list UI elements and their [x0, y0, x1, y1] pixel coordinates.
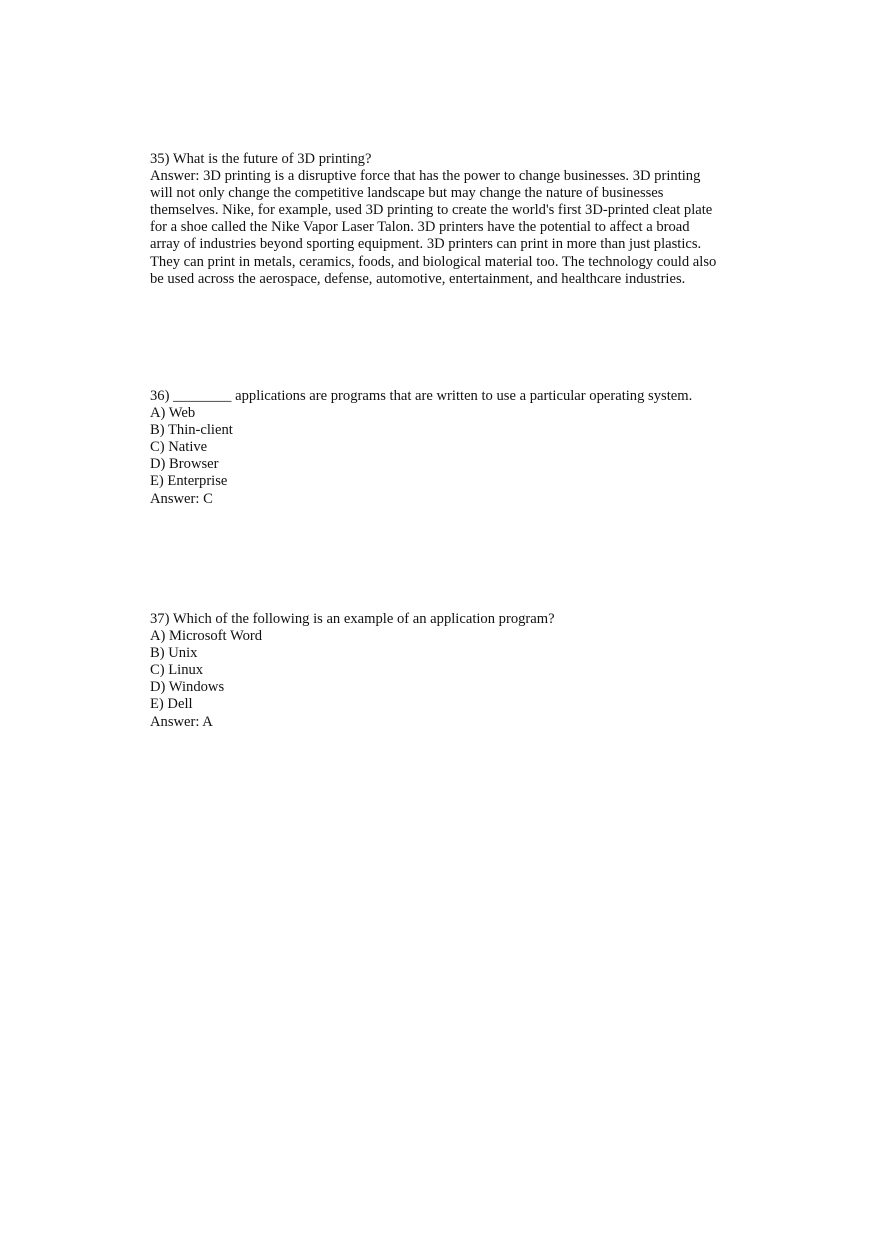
answer-line: will not only change the competitive landscape but may change the nature of businesses	[150, 185, 664, 202]
answer-line: themselves. Nike, for example, used 3D printing to create the world's first 3D-printed cleat plate	[150, 202, 713, 219]
answer-text: Answer: A	[150, 713, 213, 730]
option-e: E) Dell	[150, 696, 193, 713]
question-35	[150, 151, 740, 288]
option-c: C) Native	[150, 439, 208, 456]
option-d: D) Windows	[150, 679, 225, 696]
question-36	[150, 388, 740, 508]
option-c: C) Linux	[150, 662, 204, 679]
question-text: 35) What is the future of 3D printing?	[150, 151, 372, 167]
answer-line: Answer: 3D printing is a disruptive force that has the power to change businesses. 3D printing	[150, 168, 701, 185]
option-b: B) Unix	[150, 645, 198, 662]
question-37	[150, 611, 740, 731]
option-e: E) Enterprise	[150, 473, 228, 490]
answer-text: Answer: C	[150, 490, 213, 507]
answer-line: be used across the aerospace, defense, automotive, entertainment, and healthcare industries.	[150, 270, 686, 287]
answer-line: for a shoe called the Nike Vapor Laser Talon. 3D printers have the potential to affect a broad	[150, 219, 690, 236]
answer-line: array of industries beyond sporting equipment. 3D printers can print in more than just plastics.	[150, 236, 702, 253]
question-text: 37) Which of the following is an example of an application program?	[150, 611, 555, 627]
option-a: A) Web	[150, 405, 196, 422]
option-d: D) Browser	[150, 456, 219, 473]
option-b: B) Thin-client	[150, 422, 233, 439]
option-a: A) Microsoft Word	[150, 628, 263, 645]
answer-line: They can print in metals, ceramics, foods, and biological material too. The technology could also	[150, 253, 717, 270]
question-text: 36) ________ applications are programs that are written to use a particular operating system.	[150, 388, 693, 404]
